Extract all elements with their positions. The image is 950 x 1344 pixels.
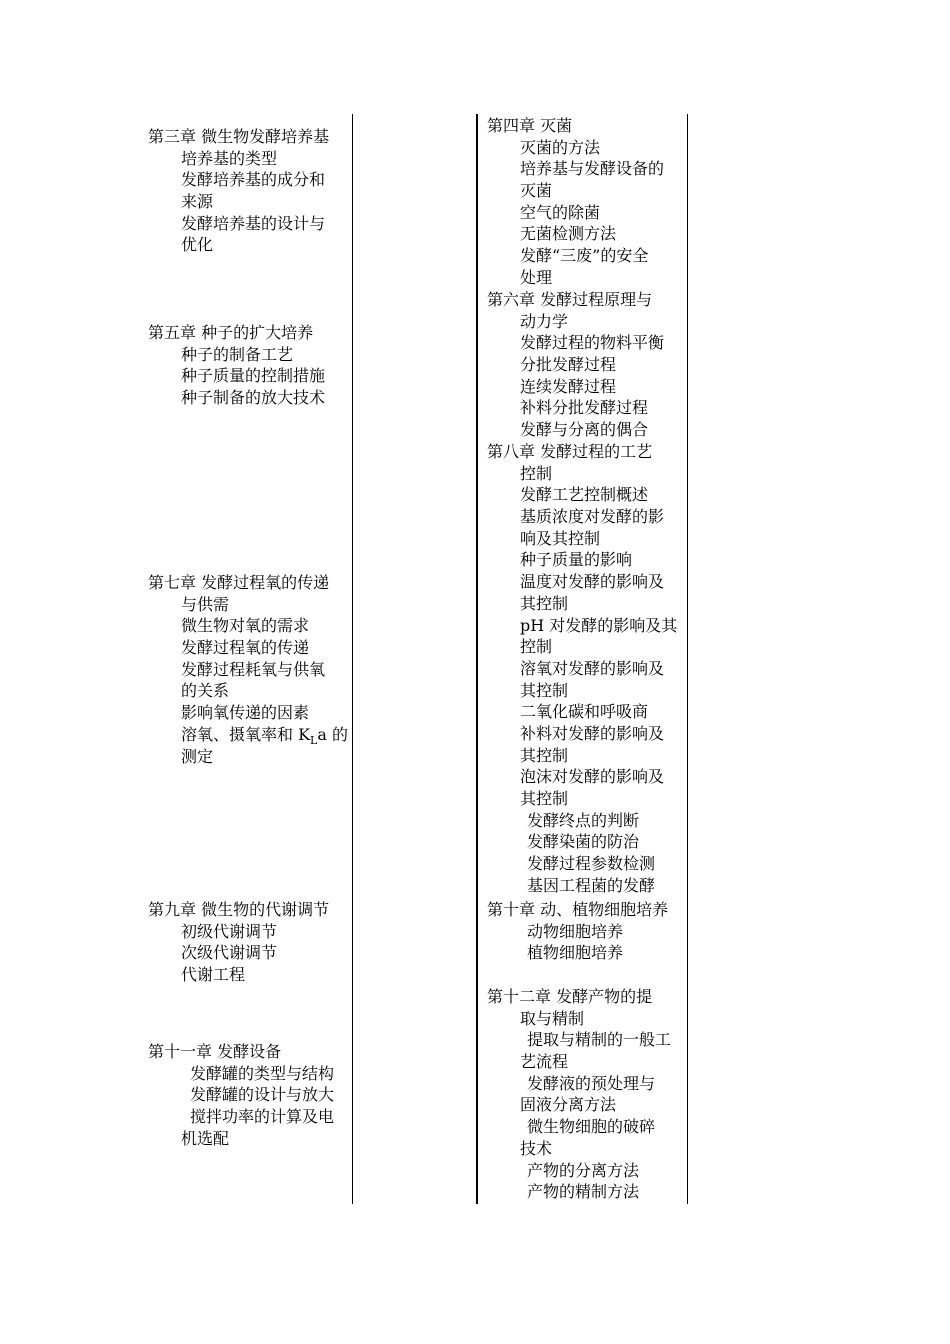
section-line: 影响氧传递的因素 — [181, 703, 310, 723]
kla-subscript: L — [310, 733, 318, 747]
section-line: 发酵过程参数检测 — [527, 854, 656, 874]
section-line: 代谢工程 — [181, 965, 246, 985]
section-line: 微生物细胞的破碎 — [527, 1117, 656, 1137]
section-line: 发酵工艺控制概述 — [520, 485, 649, 505]
section-line: 空气的除菌 — [520, 202, 601, 222]
chapter-11-block — [148, 1041, 334, 1149]
section-line: 溶氧对发酵的影响及 — [520, 658, 665, 678]
chapter-title: 第三章 微生物发酵培养基 — [148, 127, 330, 146]
section-line: 取与精制 — [520, 1008, 585, 1028]
chapter-4-block — [487, 115, 664, 289]
section-line: 优化 — [181, 235, 214, 255]
section-line: 种子质量的影响 — [520, 550, 633, 570]
section-line: 其控制 — [520, 745, 569, 765]
section-line: 与供需 — [181, 594, 230, 614]
section-line: 机选配 — [181, 1128, 230, 1148]
right-column-left-border — [476, 114, 478, 1204]
kla-text: 溶氧、摄氧率和 K — [181, 724, 311, 744]
section-line: 灭菌的方法 — [520, 137, 601, 157]
section-line: 测定 — [181, 746, 214, 766]
section-line: 发酵培养基的成分和 — [181, 170, 326, 190]
chapter-title: 第十章 动、植物细胞培养 — [487, 900, 669, 919]
section-line: 来源 — [181, 192, 214, 212]
section-line: 微生物对氧的需求 — [181, 616, 310, 636]
section-line: 培养基与发酵设备的 — [520, 159, 665, 179]
chapter-title: 第七章 发酵过程氧的传递 — [148, 573, 330, 592]
section-line: 其控制 — [520, 789, 569, 808]
section-line: 培养基的类型 — [181, 148, 278, 168]
section-line: 提取与精制的一般工 — [527, 1030, 672, 1050]
chapter-12-block — [487, 986, 671, 1203]
section-line: 发酵过程的物料平衡 — [520, 333, 665, 353]
section-line: 动力学 — [520, 311, 569, 331]
section-line: 连续发酵过程 — [520, 376, 617, 396]
chapter-6-block — [487, 289, 664, 441]
section-line: 发酵罐的设计与放大 — [190, 1085, 335, 1105]
section-line: 发酵过程耗氧与供氧 — [181, 659, 326, 679]
section-line: 发酵培养基的设计与 — [181, 213, 326, 233]
left-column-divider — [352, 114, 353, 1204]
section-line: 二氧化碳和呼吸商 — [520, 702, 649, 722]
chapter-title: 第九章 微生物的代谢调节 — [148, 900, 330, 919]
chapter-title: 第五章 种子的扩大培养 — [148, 323, 314, 342]
section-line: 种子质量的控制措施 — [181, 366, 326, 386]
section-line: 动物细胞培养 — [527, 921, 624, 941]
chapter-9-block — [148, 899, 329, 986]
section-line: 发酵液的预处理与 — [527, 1073, 656, 1093]
section-line: 无菌检测方法 — [520, 224, 617, 244]
section-line: pH 对发酵的影响及其 — [520, 615, 678, 635]
chapter-title: 第四章 灭菌 — [487, 116, 573, 135]
section-line: 产物的分离方法 — [527, 1160, 640, 1180]
section-line: 补料对发酵的影响及 — [520, 723, 665, 743]
section-line: 温度对发酵的影响及 — [520, 572, 665, 592]
section-line: 处理 — [520, 267, 553, 287]
section-line: 搅拌功率的计算及电 — [190, 1107, 335, 1127]
section-line: 种子制备的放大技术 — [181, 388, 326, 408]
section-line: 泡沫对发酵的影响及 — [520, 767, 665, 787]
section-line: 的关系 — [181, 681, 230, 701]
section-line: 分批发酵过程 — [520, 355, 617, 375]
right-column-right-border — [687, 114, 688, 1204]
section-line: 控制 — [520, 637, 553, 657]
chapter-title: 第十二章 发酵产物的提 — [487, 987, 653, 1006]
section-line: 补料分批发酵过程 — [520, 398, 649, 418]
section-line: 发酵与分离的偶合 — [520, 420, 649, 440]
section-line: 灭菌 — [520, 181, 553, 201]
section-line: 其控制 — [520, 680, 569, 700]
section-line: 响及其控制 — [520, 528, 601, 548]
section-line: 发酵罐的类型与结构 — [190, 1063, 335, 1083]
section-line: 基质浓度对发酵的影 — [520, 507, 665, 527]
section-line: 技术 — [520, 1138, 553, 1158]
chapter-10-block — [487, 899, 668, 964]
section-line: 植物细胞培养 — [527, 943, 624, 963]
chapter-title: 第六章 发酵过程原理与 — [487, 290, 653, 309]
section-line: 其控制 — [520, 593, 569, 613]
section-line: 基因工程菌的发酵 — [527, 875, 656, 895]
section-line: 艺流程 — [520, 1052, 569, 1072]
chapter-3-block — [148, 126, 329, 256]
section-line: 产物的精制方法 — [527, 1182, 640, 1202]
section-line: 发酵染菌的防治 — [527, 832, 640, 852]
section-line: 发酵“三废”的安全 — [520, 246, 649, 266]
kla-line — [148, 724, 348, 746]
chapter-5-block — [148, 322, 325, 409]
chapter-8-block — [487, 441, 677, 896]
chapter-title: 第八章 发酵过程的工艺 — [487, 442, 653, 461]
section-line: 发酵终点的判断 — [527, 810, 640, 830]
section-line: 初级代谢调节 — [181, 921, 278, 941]
section-line: 种子的制备工艺 — [181, 344, 294, 364]
section-line: 固液分离方法 — [520, 1095, 617, 1115]
chapter-7-block — [148, 572, 348, 767]
kla-tail: a 的 — [317, 724, 348, 744]
section-line: 控制 — [520, 463, 553, 483]
chapter-title: 第十一章 发酵设备 — [148, 1042, 282, 1061]
section-line: 次级代谢调节 — [181, 943, 278, 963]
section-line: 发酵过程氧的传递 — [181, 638, 310, 658]
